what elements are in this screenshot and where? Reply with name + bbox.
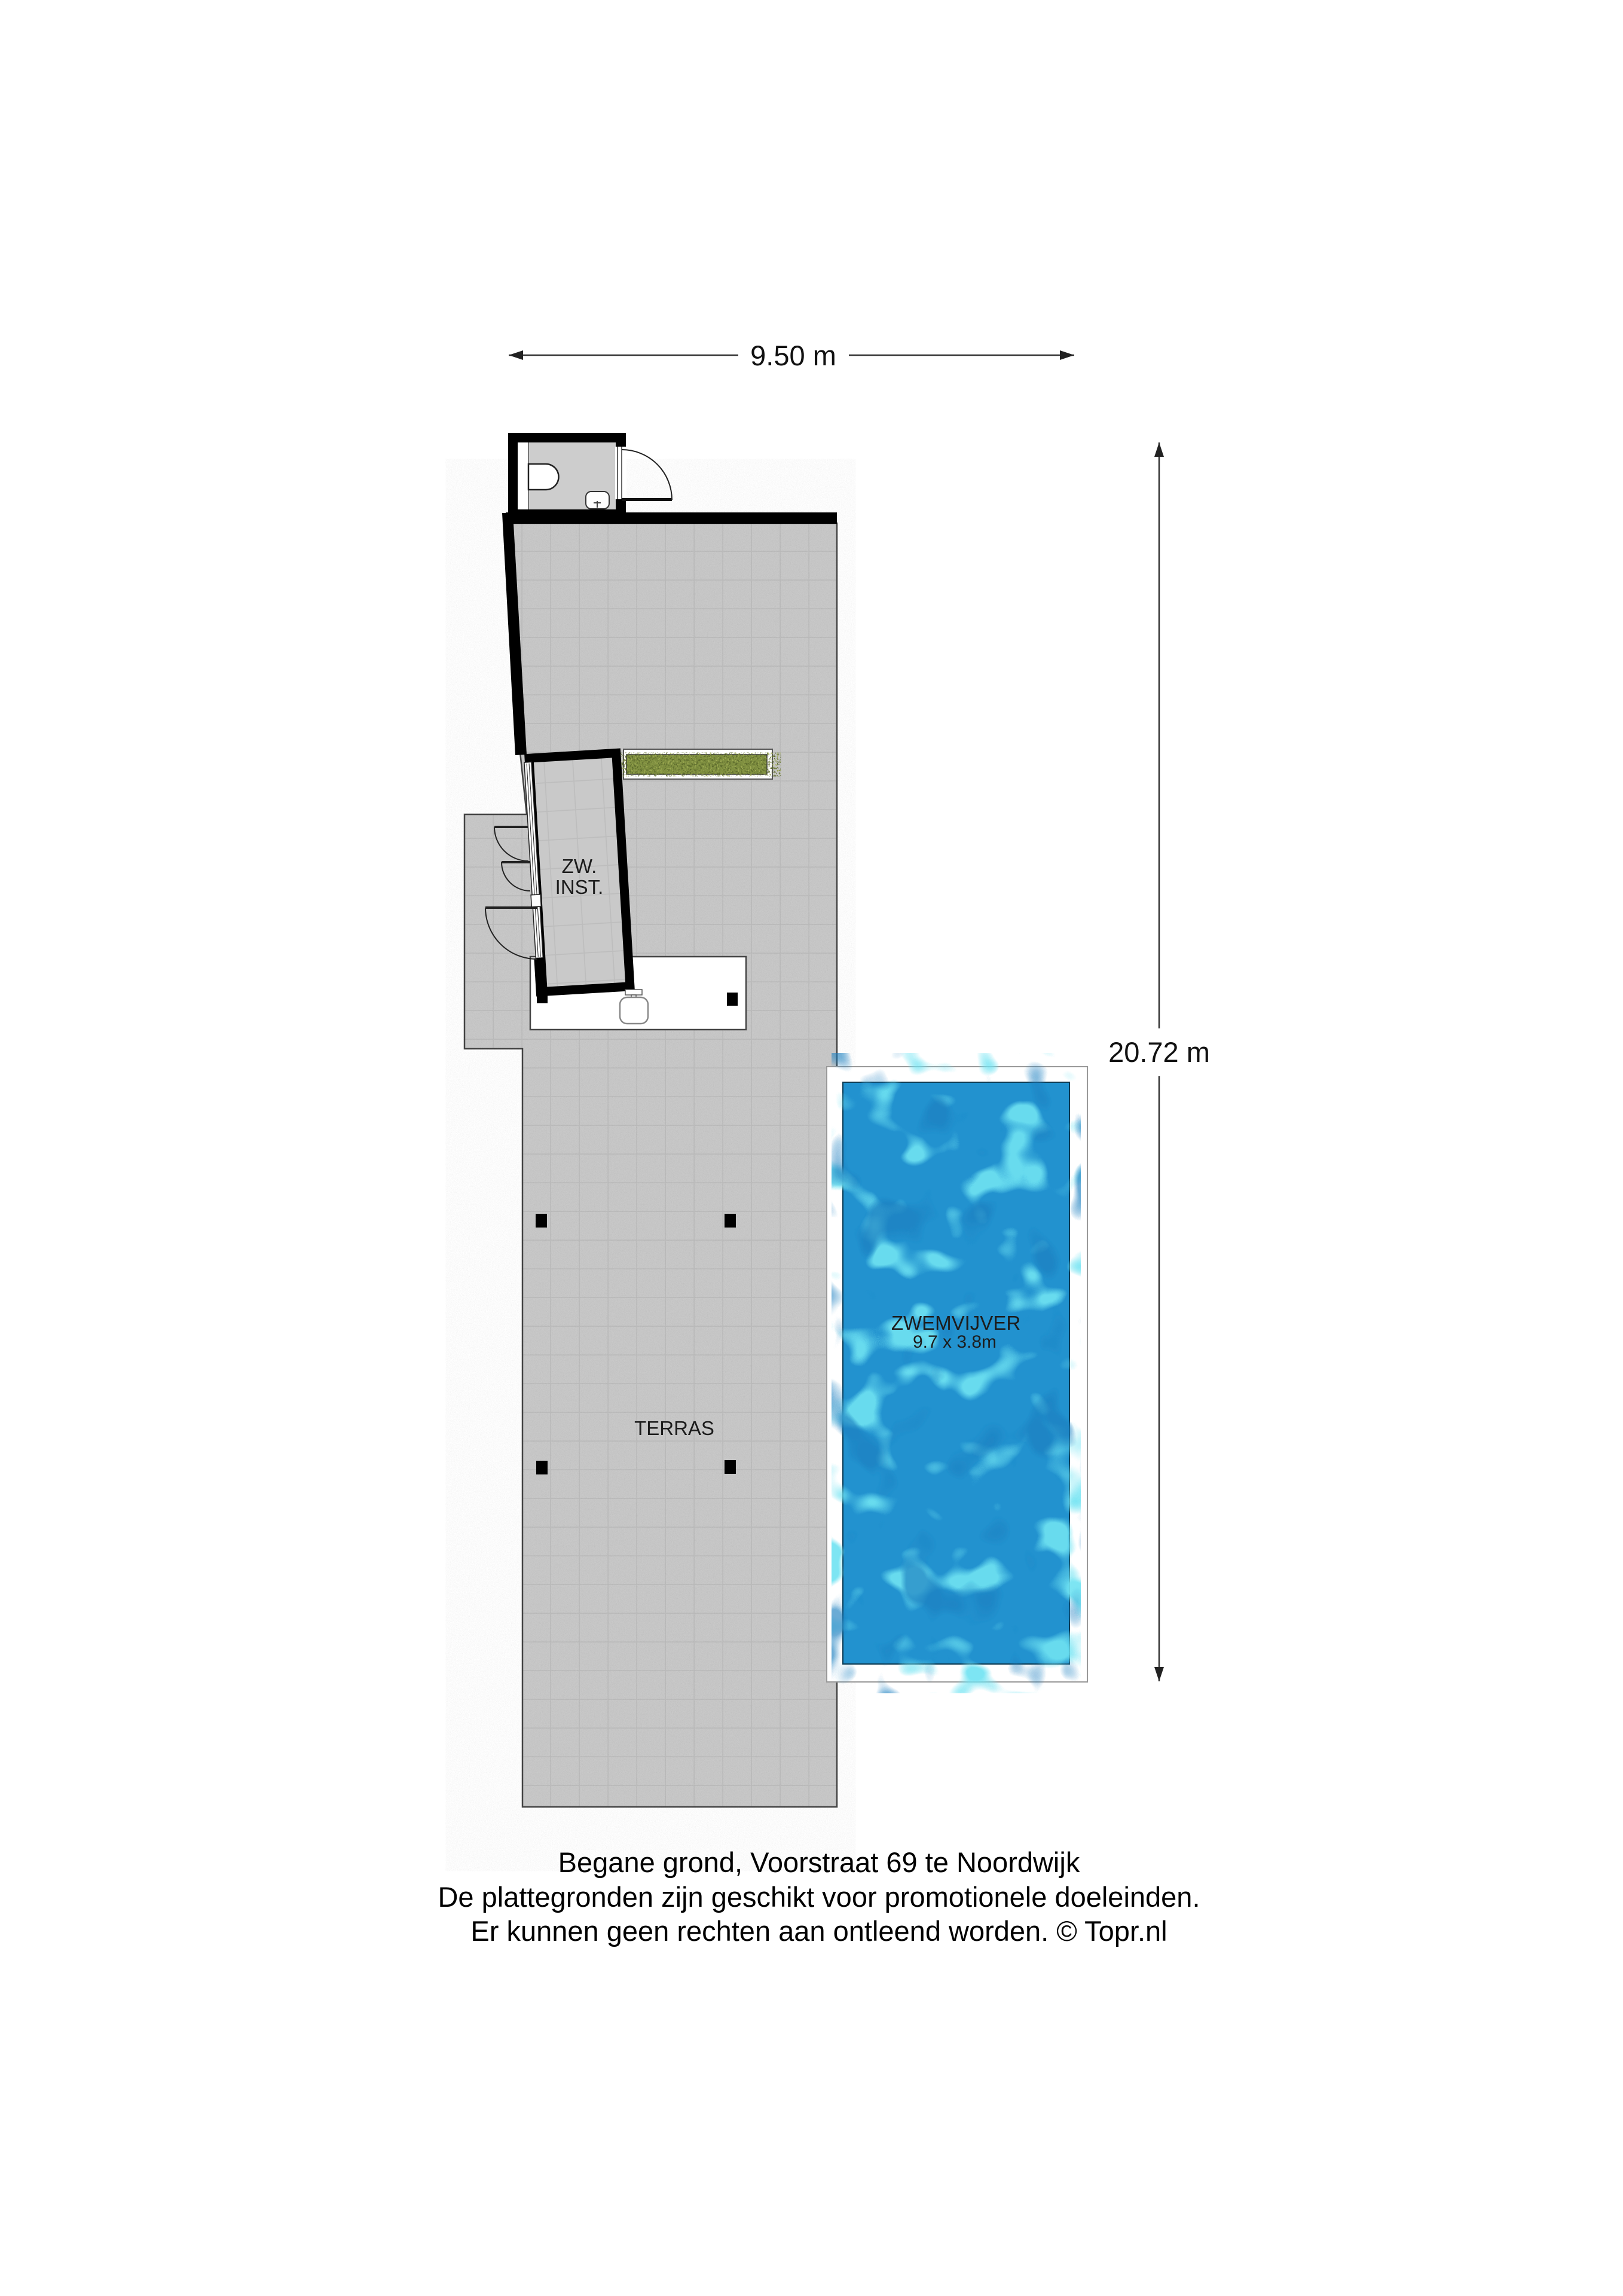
caption-line-1: Begane grond, Voorstraat 69 te Noordwijk (558, 1846, 1080, 1878)
counter-sink-icon (620, 997, 648, 1024)
dim-arrow-up-icon (1154, 442, 1164, 457)
post (725, 1460, 736, 1474)
toilet-door-opening (615, 447, 626, 499)
planter (623, 749, 772, 779)
planter-grass-light (626, 755, 767, 774)
pond-size-label: 9.7 x 3.8m (912, 1332, 997, 1352)
dim-arrow-left-icon (509, 350, 523, 360)
dim-arrow-right-icon (1060, 350, 1074, 360)
room-label-zw: ZW. (561, 855, 597, 877)
caption-line-3: Er kunnen geen rechten aan ontleend worden. © Topr.nl (470, 1915, 1167, 1947)
pond-name-label: ZWEMVIJVER (891, 1312, 1021, 1334)
glass-wall-mullion (531, 894, 541, 907)
toilet-door-arc (622, 450, 672, 500)
toilet-door-leaf (622, 498, 672, 501)
counter-post-right (727, 993, 738, 1006)
terrace-label: TERRAS (634, 1417, 714, 1439)
dim-height-label: 20.72 m (1108, 1036, 1210, 1068)
faucet-bar-icon (625, 990, 642, 995)
dim-arrow-down-icon (1154, 1667, 1164, 1681)
room-label-inst: INST. (555, 876, 604, 898)
toilet-room (508, 433, 672, 518)
post (536, 1461, 548, 1474)
post (536, 1214, 547, 1228)
swimming-pond (827, 1067, 1087, 1682)
dimension-height (1108, 442, 1210, 1681)
dimension-width (509, 340, 1074, 371)
counter-post-left (537, 991, 548, 1003)
post (725, 1214, 736, 1228)
pond-water-depth (843, 1082, 1069, 1664)
caption-line-2: De plattegronden zijn geschikt voor promotionele doeleinden. (438, 1881, 1200, 1913)
caption (438, 1846, 1200, 1947)
toilet-cistern (518, 442, 528, 509)
dim-width-label: 9.50 m (750, 340, 836, 371)
toilet-icon (528, 464, 558, 490)
